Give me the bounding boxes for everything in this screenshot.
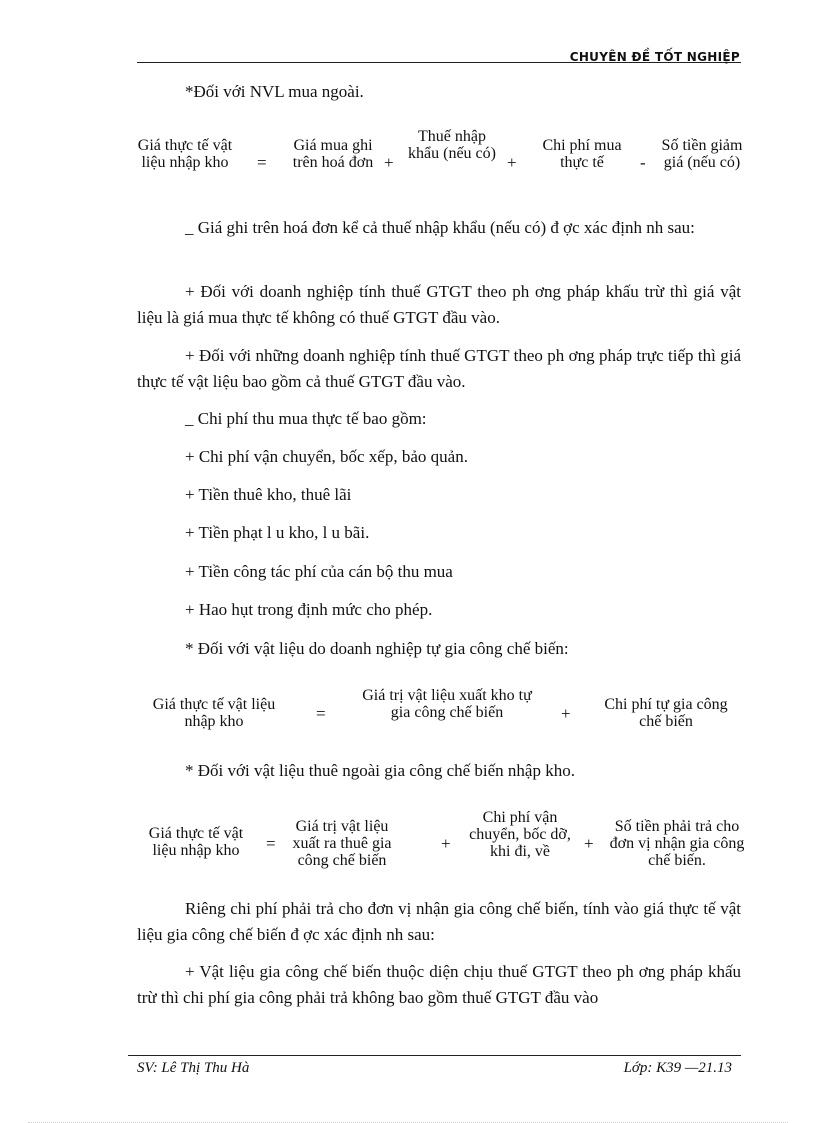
formula3-term3: Số tiền phải trả cho đơn vị nhận gia công chế biến.: [609, 818, 745, 869]
section1-paragraph-3: + Đối với những doanh nghiệp tính thuế GTGT theo ph ơng pháp trực tiếp thì giá thực tế vật liệu bao gồm cả thuế GTGT đầu vào.: [137, 346, 741, 391]
list-item: + Tiền thuê kho, thuê lãi: [185, 485, 352, 504]
list-item: + Tiền công tác phí của cán bộ thu mua: [185, 562, 453, 581]
formula3-op1: +: [441, 834, 451, 853]
formula3-term2: Chi phí vận chuyển, bốc dỡ, khi đi, về: [469, 809, 571, 860]
footer-class: Lớp: K39 —21.13: [623, 1060, 732, 1076]
formula1-lhs: Giá thực tế vật liệu nhập kho: [137, 137, 233, 171]
formula2-term1: Giá trị vật liệu xuất kho tự gia công chế biến: [362, 687, 532, 721]
section1-heading: *Đối với NVL mua ngoài.: [185, 82, 364, 101]
section1-paragraph-2: + Đối với doanh nghiệp tính thuế GTGT theo ph ơng pháp khấu trừ thì giá vật liệu là giá mua thực tế không có thuế GTGT đầu vào.: [137, 282, 741, 327]
footer-student: SV: Lê Thị Thu Hà: [137, 1060, 250, 1076]
formula3-eq: =: [266, 834, 276, 853]
formula2-eq: =: [316, 704, 326, 723]
header-title: CHUYÊN ĐỀ TỐT NGHIỆP: [569, 50, 740, 64]
formula1-op2: +: [507, 153, 517, 172]
section2-heading: * Đối với vật liệu do doanh nghiệp tự gia công chế biến:: [185, 639, 569, 658]
formula1-term2: Thuế nhập khẩu (nếu có): [408, 128, 496, 162]
formula1-term3: Chi phí mua thực tế: [542, 137, 622, 171]
section3-paragraph-2: + Vật liệu gia công chế biến thuộc diện chịu thuế GTGT theo ph ơng pháp khấu trừ thì chi phí gia công phải trả không bao gồm thuế GTGT đầu vào: [137, 962, 741, 1007]
formula2-term2: Chi phí tự gia công chế biến: [604, 696, 728, 730]
formula2-lhs: Giá thực tế vật liệu nhập kho: [152, 696, 276, 730]
section1-paragraph-4: _ Chi phí thu mua thực tế bao gồm:: [185, 409, 427, 428]
section3-heading: * Đối với vật liệu thuê ngoài gia công chế biến nhập kho.: [185, 761, 575, 780]
formula1-op1: +: [384, 153, 394, 172]
footer-rule: [128, 1055, 741, 1056]
formula3-term1: Giá trị vật liệu xuất ra thuê gia công chế biến: [292, 818, 392, 869]
section1-paragraph-1: _ Giá ghi trên hoá đơn kể cả thuế nhập khẩu (nếu có) đ ợc xác định nh sau:: [185, 218, 695, 237]
formula3-lhs: Giá thực tế vật liệu nhập kho: [148, 825, 244, 859]
formula3-op2: +: [584, 834, 594, 853]
list-item: + Chi phí vận chuyển, bốc xếp, bảo quản.: [185, 447, 468, 466]
formula1-op3: -: [640, 153, 646, 172]
list-item: + Tiền phạt l u kho, l u bãi.: [185, 523, 370, 542]
formula1-eq: =: [257, 153, 267, 172]
section3-paragraph-1: Riêng chi phí phải trả cho đơn vị nhận gia công chế biến, tính vào giá thực tế vật liệu gia công chế biến đ ợc xác định nh sau:: [137, 899, 741, 944]
formula1-term1: Giá mua ghi trên hoá đơn: [292, 137, 374, 171]
list-item: + Hao hụt trong định mức cho phép.: [185, 600, 433, 619]
formula1-term4: Số tiền giảm giá (nếu có): [661, 137, 743, 171]
formula2-op1: +: [561, 704, 571, 723]
